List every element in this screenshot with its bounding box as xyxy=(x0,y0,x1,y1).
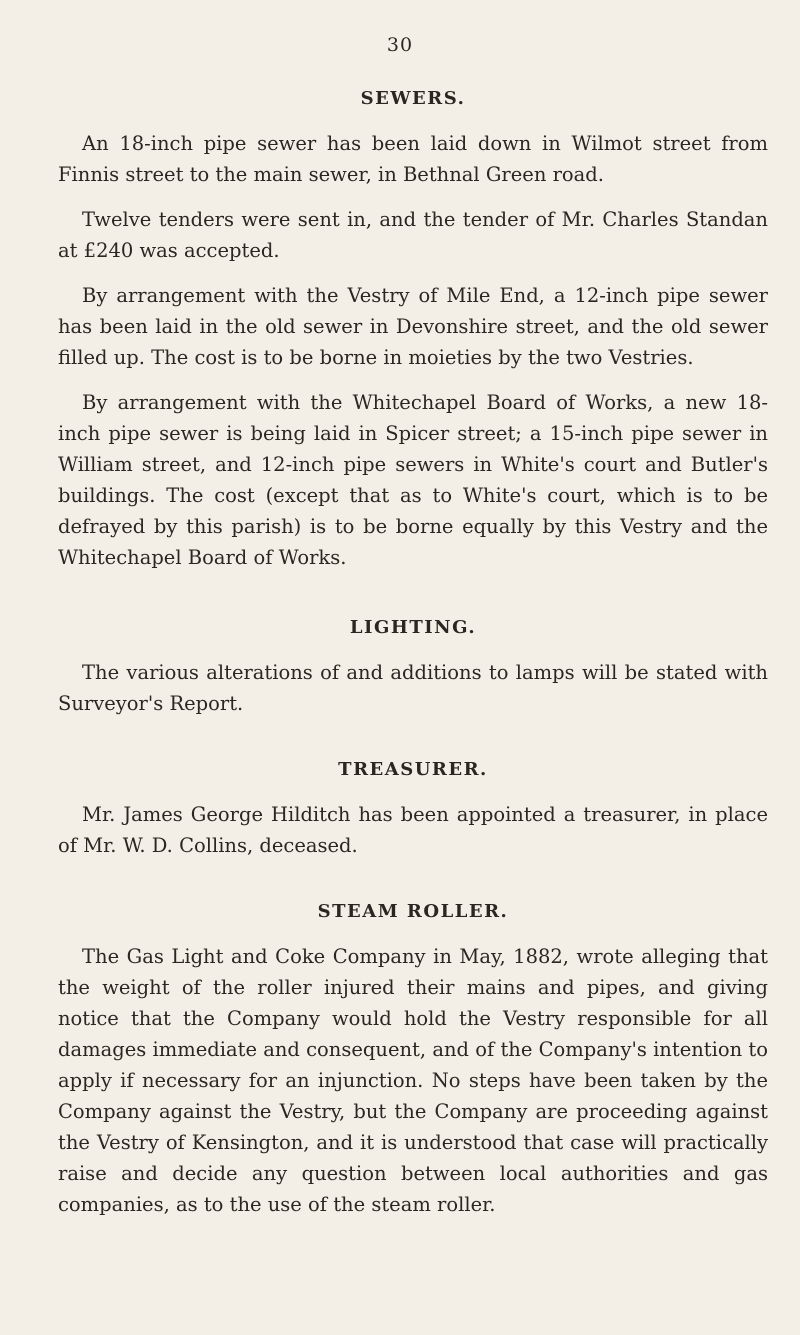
section-sewers xyxy=(58,84,768,573)
heading-treasurer: TREASURER. xyxy=(338,759,488,780)
steam-roller-paragraph-1: The Gas Light and Coke Company in May, 1882, wrote alleging that the weight of the roller injured their mains and pipes, and giving notice that the Company would hold the Vestry responsible for all damages immediate and consequent, and of the Company's intention to apply if necessary for an injunction. No steps have been taken by the Company against the Vestry, but the Company are proceeding against the Vestry of Kensington, and it is understood that case will practically raise and decide any question between local authorities and gas companies, as to the use of the steam roller. xyxy=(58,945,768,1216)
sewers-paragraph-4: By arrangement with the Whitechapel Board of Works, a new 18-inch pipe sewer is being laid in Spicer street; a 15-inch pipe sewer in William street, and 12-inch pipe sewers in White's court and Butler's buildings. The cost (except that as to White's court, which is to be defrayed by this parish) is to be borne equally by this Vestry and the Whitechapel Board of Works. xyxy=(58,391,768,569)
heading-sewers: SEWERS. xyxy=(360,88,466,109)
section-treasurer xyxy=(58,755,768,861)
page-number: 30 xyxy=(386,34,414,56)
heading-steam-roller: STEAM ROLLER. xyxy=(317,901,509,922)
page-content xyxy=(58,84,768,1220)
lighting-paragraph-1: The various alterations of and additions to lamps will be stated with Surveyor's Report. xyxy=(58,661,768,715)
heading-lighting: LIGHTING. xyxy=(349,617,477,638)
section-steam-roller xyxy=(58,897,768,1220)
section-lighting xyxy=(58,613,768,719)
sewers-paragraph-2: Twelve tenders were sent in, and the tender of Mr. Charles Standan at £240 was accepted. xyxy=(58,208,768,262)
treasurer-paragraph-1: Mr. James George Hilditch has been appointed a treasurer, in place of Mr. W. D. Collins, deceased. xyxy=(58,803,768,857)
sewers-paragraph-1: An 18-inch pipe sewer has been laid down in Wilmot street from Finnis street to the main sewer, in Bethnal Green road. xyxy=(58,132,768,186)
sewers-paragraph-3: By arrangement with the Vestry of Mile End, a 12-inch pipe sewer has been laid in the old sewer in Devonshire street, and the old sewer filled up. The cost is to be borne in moieties by the two Vestries. xyxy=(58,284,768,369)
